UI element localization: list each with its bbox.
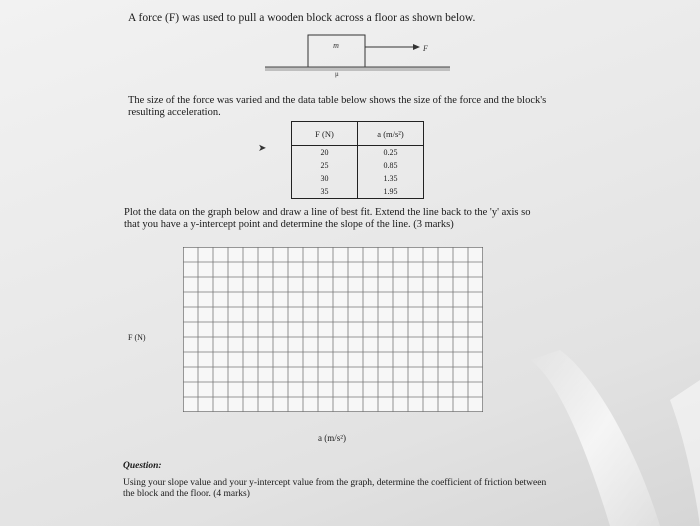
- table-row: [292, 146, 424, 160]
- table-cell: 1.95: [358, 185, 424, 199]
- table-row: [292, 172, 424, 185]
- question-text: Using your slope value and your y-intercept value from the graph, determine the coefficient of friction between the block and the floor. (4 marks): [123, 478, 547, 499]
- wooden-block: [308, 35, 365, 67]
- force-label: F: [423, 44, 428, 53]
- mass-label: m: [333, 41, 339, 50]
- table-header-acceleration: a (m/s²): [358, 122, 424, 146]
- instructions-text: Plot the data on the graph below and draw a line of best fit. Extend the line back to the 'y' axis so that you have a y-intercept point and determine the slope of the line. (3 marks): [124, 207, 531, 230]
- table-cell: 35: [292, 185, 358, 199]
- table-cell: 1.35: [358, 172, 424, 185]
- table-row: [292, 185, 424, 199]
- block-diagram: [255, 33, 455, 78]
- data-table: [291, 121, 424, 199]
- friction-label: μ: [335, 70, 339, 78]
- table-cell: 20: [292, 146, 358, 160]
- photo-glare: [520, 340, 700, 526]
- table-cell: 0.85: [358, 159, 424, 172]
- table-cell: 25: [292, 159, 358, 172]
- table-cell: 0.25: [358, 146, 424, 160]
- intro-text: A force (F) was used to pull a wooden block across a floor as shown below.: [128, 12, 476, 24]
- x-axis-label: a (m/s²): [318, 433, 346, 443]
- y-axis-label: F (N): [128, 333, 146, 342]
- table-row: [292, 159, 424, 172]
- question-heading: Question:: [123, 461, 162, 471]
- graph-grid[interactable]: [183, 247, 483, 412]
- force-arrowhead: [413, 44, 420, 50]
- table-header-force: F (N): [292, 122, 358, 146]
- floor-surface: [265, 67, 450, 71]
- description-text: The size of the force was varied and the data table below shows the size of the force and the block's resulting acceleration.: [128, 95, 547, 118]
- table-cell: 30: [292, 172, 358, 185]
- arrow-mark-icon: ➤: [258, 143, 267, 154]
